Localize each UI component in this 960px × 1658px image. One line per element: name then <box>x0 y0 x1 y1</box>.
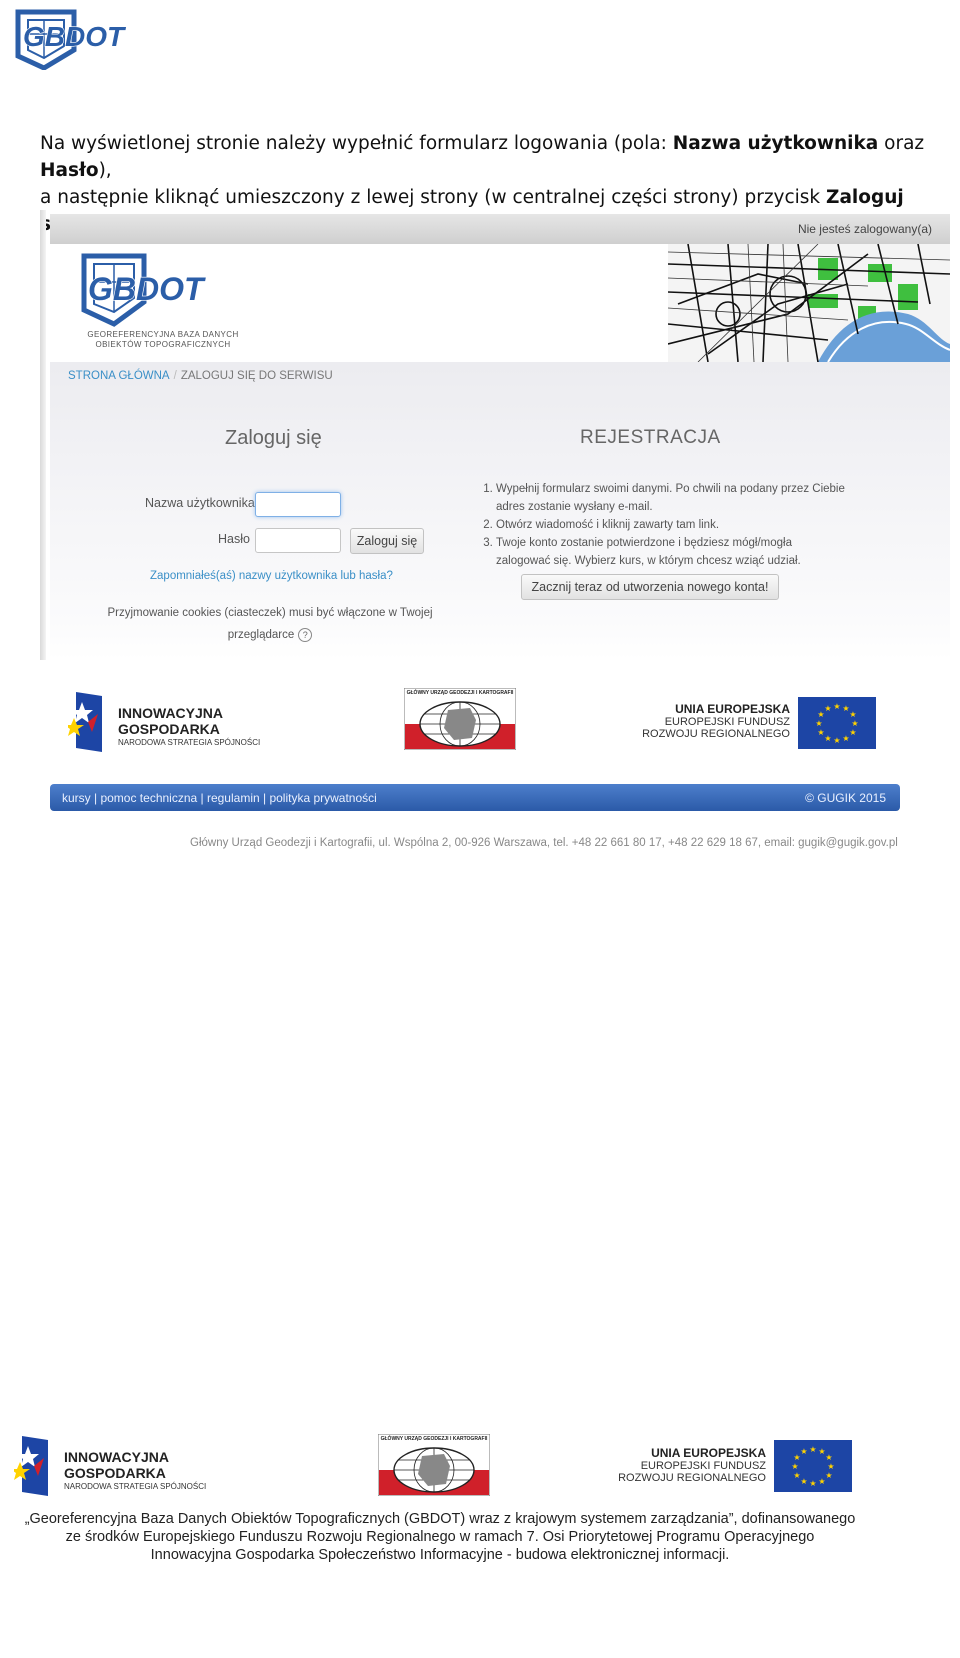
footer-address: Główny Urząd Geodezji i Kartografii, ul. Wspólna 2, 00-926 Warszawa, tel. +48 22 661 80 17, +48 22 629 18 67, email: gugik@gugik.gov.pl <box>190 837 898 849</box>
forgot-password-link[interactable]: Zapomniałeś(aś) nazwy użytkownika lub hasła? <box>150 570 393 582</box>
svg-text:★: ★ <box>817 728 825 737</box>
svg-text:★: ★ <box>817 710 825 719</box>
cookies-note <box>100 602 440 646</box>
login-status: Nie jesteś zalogowany(a) <box>797 222 932 236</box>
ue-line1: UNIA EUROPEJSKA <box>651 1446 766 1460</box>
register-steps <box>480 480 846 570</box>
help-icon[interactable]: ? <box>298 628 312 642</box>
site-logo[interactable] <box>78 252 218 332</box>
ue-line3: ROZWOJU REGIONALNEGO <box>642 728 790 740</box>
page-content <box>50 362 950 660</box>
svg-text:★: ★ <box>791 1462 799 1471</box>
svg-text:★: ★ <box>842 704 850 713</box>
eu-flag-icon <box>798 697 876 749</box>
username-input[interactable] <box>255 492 341 517</box>
header-map-image <box>668 244 950 362</box>
create-account-button[interactable]: Zacznij teraz od utworzenia nowego konta! <box>521 574 779 600</box>
innowacyjna-gospodarka-logo <box>68 692 278 754</box>
register-step: 3. Twoje konto zostanie potwierdzone i będziesz mógł/mogła zalogować się. Wybierz kurs, w którym chcesz wziąć udział. <box>496 534 846 570</box>
instruction-bold-password: Hasło <box>40 160 99 181</box>
ue-text <box>600 702 790 740</box>
project-funding-note <box>20 1510 860 1564</box>
svg-text:★: ★ <box>800 1477 808 1486</box>
svg-text:★: ★ <box>827 1462 835 1471</box>
password-input[interactable] <box>255 528 341 553</box>
svg-text:★: ★ <box>809 1445 817 1454</box>
svg-text:★: ★ <box>833 702 841 711</box>
ue-line3: ROZWOJU REGIONALNEGO <box>618 1472 766 1484</box>
svg-text:★: ★ <box>824 704 832 713</box>
ig-line3: NARODOWA STRATEGIA SPÓJNOŚCI <box>118 738 261 747</box>
site-footer-bar <box>50 784 900 811</box>
screenshot-edge <box>40 210 46 660</box>
footer-links[interactable]: kursy | pomoc techniczna | regulamin | polityka prywatności <box>62 791 377 805</box>
cookies-note-text: Przyjmowanie cookies (ciasteczek) musi być włączone w Twojej przeglądarce <box>107 607 433 641</box>
login-button[interactable]: Zaloguj się <box>350 528 424 554</box>
footer-copyright: © GUGIK 2015 <box>805 791 886 805</box>
instruction-bold-username: Nazwa użytkownika <box>672 133 879 154</box>
instruction-bold-login: Zaloguj <box>826 187 904 208</box>
svg-text:★: ★ <box>842 734 850 743</box>
breadcrumb <box>68 370 333 382</box>
breadcrumb-separator: / <box>173 370 177 382</box>
svg-text:★: ★ <box>825 1453 833 1462</box>
login-title: Zaloguj się <box>225 427 322 449</box>
register-title: REJESTRACJA <box>580 427 721 448</box>
ue-line2: EUROPEJSKI FUNDUSZ <box>664 716 790 728</box>
ig-flag-icon <box>14 1436 54 1496</box>
gugik-logo <box>404 688 516 750</box>
gugik-caption: GŁÓWNY URZĄD GEODEZJI I KARTOGRAFII <box>380 1436 488 1442</box>
gugik-caption: GŁÓWNY URZĄD GEODEZJI I KARTOGRAFII <box>406 690 514 696</box>
svg-text:★: ★ <box>793 1453 801 1462</box>
gbdot-document-logo <box>14 6 144 70</box>
register-step: 1. Wypełnij formularz swoimi danymi. Po chwili na podany przez Ciebie adres zostanie wysłany e-mail. <box>496 480 846 516</box>
login-page-screenshot <box>40 210 950 660</box>
site-logo-subtitle <box>78 330 248 350</box>
instruction-part: oraz <box>878 133 925 154</box>
ue-text-bottom <box>580 1446 766 1484</box>
gbdot-logo-text: GBDOT <box>23 21 125 52</box>
breadcrumb-current: ZALOGUJ SIĘ DO SERWISU <box>180 370 333 382</box>
svg-text:★: ★ <box>849 710 857 719</box>
svg-text:★: ★ <box>825 1471 833 1480</box>
breadcrumb-home-link[interactable]: STRONA GŁÓWNA <box>68 370 170 382</box>
ue-line1: UNIA EUROPEJSKA <box>675 702 790 716</box>
svg-text:★: ★ <box>833 736 841 745</box>
svg-text:★: ★ <box>809 1479 817 1488</box>
password-label: Hasło <box>218 532 250 546</box>
svg-text:★: ★ <box>818 1477 826 1486</box>
ig-line1: INNOWACYJNA <box>118 705 224 721</box>
instruction-part: ), <box>98 160 112 181</box>
gugik-logo-bottom <box>378 1434 490 1496</box>
project-note-line: ze środków Europejskiego Funduszu Rozwoju Regionalnego w ramach 7. Osi Priorytetowej Programu Operacyjnego <box>65 1529 815 1545</box>
username-label: Nazwa użytkownika <box>145 496 255 510</box>
svg-text:★: ★ <box>824 734 832 743</box>
site-header <box>50 244 950 362</box>
ig-line1: INNOWACYJNA <box>64 1449 170 1465</box>
svg-text:★: ★ <box>851 719 859 728</box>
top-bar <box>50 214 950 244</box>
site-subtitle-line: GEOREFERENCYJNA BAZA DANYCH <box>87 330 239 339</box>
instruction-part: a następnie kliknąć umieszczony z lewej strony (w centralnej części strony) przycisk <box>40 187 827 208</box>
site-logo-text: GBDOT <box>88 271 204 307</box>
ig-line2: GOSPODARKA <box>64 1465 166 1481</box>
ig-line3: NARODOWA STRATEGIA SPÓJNOŚCI <box>64 1482 207 1491</box>
register-step: 2. Otwórz wiadomość i kliknij zawarty tam link. <box>496 516 846 534</box>
svg-text:★: ★ <box>815 719 823 728</box>
eu-flag-icon-bottom <box>774 1440 852 1492</box>
ig-flag-icon <box>68 692 108 752</box>
svg-text:★: ★ <box>849 728 857 737</box>
svg-text:★: ★ <box>793 1471 801 1480</box>
instruction-part: Na wyświetlonej stronie należy wypełnić formularz logowania (pola: <box>40 133 673 154</box>
ue-line2: EUROPEJSKI FUNDUSZ <box>640 1460 766 1472</box>
ig-line2: GOSPODARKA <box>118 721 220 737</box>
svg-text:★: ★ <box>800 1447 808 1456</box>
svg-text:★: ★ <box>818 1447 826 1456</box>
project-note-line: „Georeferencyjna Baza Danych Obiektów Topograficznych (GBDOT) wraz z krajowym systemem zarządzania”, dofinansowanego <box>24 1511 856 1527</box>
site-subtitle-line: OBIEKTÓW TOPOGRAFICZNYCH <box>95 340 231 349</box>
project-note-line: Innowacyjna Gospodarka Społeczeństwo Informacyjne - budowa elektronicznej informacji. <box>150 1547 730 1563</box>
innowacyjna-gospodarka-logo-bottom <box>14 1436 214 1498</box>
